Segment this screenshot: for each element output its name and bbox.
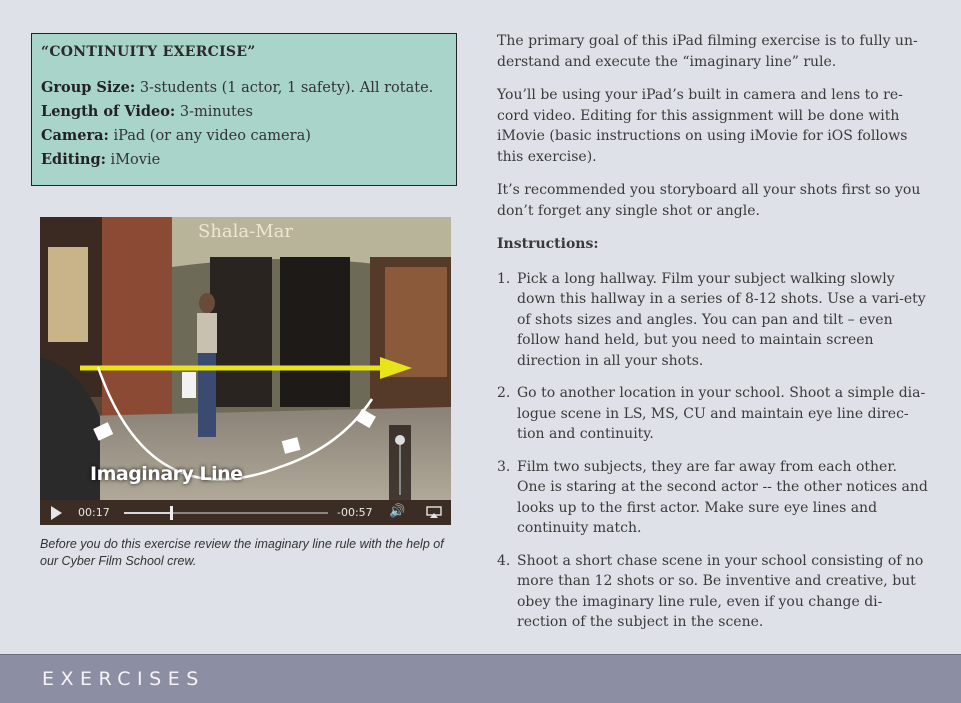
instructions-heading: Instructions: bbox=[497, 236, 599, 252]
video-length-label: Length of Video: bbox=[41, 103, 176, 120]
camera-value: iPad (or any video camera) bbox=[108, 128, 311, 144]
volume-icon[interactable]: 🔊 bbox=[389, 504, 406, 519]
video-length-value: 3-minutes bbox=[175, 104, 253, 120]
list-item bbox=[497, 551, 929, 633]
exercise-info-box bbox=[31, 33, 457, 186]
list-text: Go to another location in your school. Shoot a simple dia-logue scene in LS, MS, CU and maintain eye line direc-tion and continuity. bbox=[517, 385, 926, 442]
video-length-row bbox=[41, 100, 456, 124]
editing-row bbox=[41, 148, 456, 172]
list-text: Pick a long hallway. Film your subject walking slowly down this hallway in a series of 8-12 shots. Use a vari-ety of shots sizes and angles. You can pan and tilt – even follow hand held, but you need to maintain screen direction in all your shots. bbox=[517, 270, 926, 369]
volume-slider[interactable] bbox=[389, 425, 411, 500]
exercise-body bbox=[497, 31, 929, 645]
list-number: 2. bbox=[497, 385, 511, 401]
scrub-progress bbox=[124, 512, 171, 514]
exercise-title: “CONTINUITY EXERCISE” bbox=[41, 44, 256, 60]
play-icon[interactable] bbox=[51, 506, 62, 520]
list-number: 1. bbox=[497, 270, 511, 287]
editing-label: Editing: bbox=[41, 151, 106, 168]
volume-track bbox=[399, 439, 401, 495]
list-item bbox=[497, 383, 929, 445]
shop-sign: Shala-Mar bbox=[198, 221, 293, 242]
list-text: Film two subjects, they are far away from each other. One is staring at the second actor -- the other notices and looks up to the first actor. Make sure eye lines and continuity match. bbox=[517, 458, 928, 536]
footer-bar bbox=[0, 654, 961, 703]
airplay-icon[interactable] bbox=[426, 506, 442, 518]
storyboard-paragraph: It’s recommended you storyboard all your shots first so you don’t forget any single shot or angle. bbox=[497, 182, 921, 219]
section-label: EXERCISES bbox=[42, 668, 205, 690]
list-number: 3. bbox=[497, 458, 511, 475]
editing-value: iMovie bbox=[105, 152, 161, 168]
scrub-thumb[interactable] bbox=[170, 506, 173, 520]
instructions-list bbox=[497, 269, 929, 633]
group-size-value: 3-students (1 actor, 1 safety). All rotate. bbox=[135, 80, 434, 96]
remaining-time: -00:57 bbox=[337, 506, 373, 519]
group-size-label: Group Size: bbox=[41, 79, 136, 96]
video-player[interactable] bbox=[40, 217, 451, 525]
list-number: 4. bbox=[497, 552, 511, 569]
list-item bbox=[497, 269, 929, 372]
intro-paragraph: The primary goal of this iPad filming exercise is to fully un-derstand and execute the “imaginary line” rule. bbox=[497, 33, 918, 70]
group-size-row bbox=[41, 76, 456, 100]
list-text: Shoot a short chase scene in your school consisting of no more than 12 shots or so. Be inventive and creative, but obey the imaginary line rule, even if you change di-rection of the subject in the scene. bbox=[517, 552, 924, 630]
video-controls bbox=[40, 500, 451, 525]
elapsed-time: 00:17 bbox=[78, 506, 110, 519]
camera-row bbox=[41, 124, 456, 148]
list-item bbox=[497, 457, 929, 539]
video-caption: Before you do this exercise review the imaginary line rule with the help of our Cyber Film School crew. bbox=[40, 537, 444, 568]
volume-knob[interactable] bbox=[395, 435, 405, 445]
equipment-paragraph: You’ll be using your iPad’s built in camera and lens to re-cord video. Editing for this assignment will be done with iMovie (basic instructions on using iMovie for iOS follows this exercise). bbox=[497, 87, 908, 165]
camera-label: Camera: bbox=[41, 127, 109, 144]
imaginary-line-label: Imaginary Line bbox=[90, 463, 243, 485]
scrub-bar[interactable] bbox=[124, 512, 328, 514]
